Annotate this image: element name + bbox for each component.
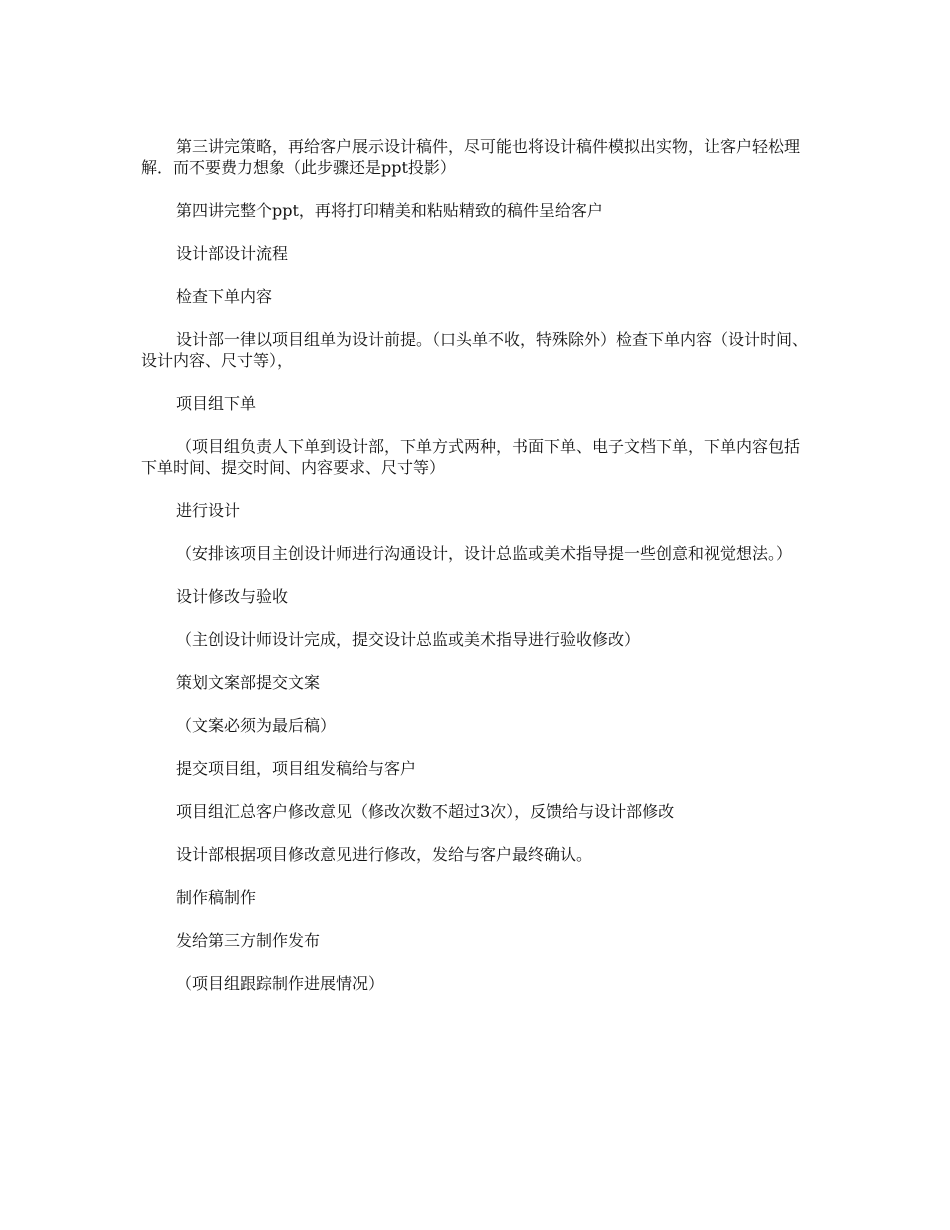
step-check-order-detail: 设计部一律以项目组单为设计前提。（口头单不收，特殊除外）检查下单内容（设计时间、设计内容、尺寸等）， (141, 330, 809, 370)
step-do-design: 进行设计 (176, 501, 241, 520)
step-copywriting-submit: 策划文案部提交文案 (176, 673, 321, 692)
step-check-order: 检查下单内容 (176, 287, 273, 306)
step-third-party-release: 发给第三方制作发布 (176, 931, 321, 950)
step-project-order-detail: （项目组负责人下单到设计部，下单方式两种，书面下单、电子文档下单，下单内容包括下单时间、提交时间、内容要求、尺寸等） (141, 437, 801, 477)
step-revision-acceptance-detail: （主创设计师设计完成，提交设计总监或美术指导进行验收修改） (176, 630, 641, 649)
step-submit-to-client: 提交项目组，项目组发稿给与客户 (176, 759, 417, 778)
step-collect-feedback: 项目组汇总客户修改意见（修改次数不超过3次），反馈给与设计部修改 (176, 802, 675, 821)
step-project-order: 项目组下单 (176, 394, 257, 413)
step-revision-acceptance: 设计修改与验收 (176, 587, 289, 606)
step-final-confirmation: 设计部根据项目修改意见进行修改，发给与客户最终确认。 (176, 845, 593, 864)
paragraph-presentation-step3: 第三讲完策略，再给客户展示设计稿件，尽可能也将设计稿件模拟出实物，让客户轻松理解．而不要费力想象（此步骤还是ppt投影） (141, 137, 801, 177)
paragraph-presentation-step4: 第四讲完整个ppt，再将打印精美和粘贴精致的稿件呈给客户 (176, 201, 603, 220)
step-copywriting-submit-detail: （文案必须为最后稿） (176, 716, 337, 735)
step-production-draft: 制作稿制作 (176, 888, 257, 907)
step-do-design-detail: （安排该项目主创设计师进行沟通设计，设计总监或美术指导提一些创意和视觉想法。） (176, 544, 793, 563)
step-third-party-release-detail: （项目组跟踪制作进展情况） (176, 974, 385, 993)
document-body (141, 136, 811, 1016)
section-heading-design-process: 设计部设计流程 (176, 244, 289, 263)
